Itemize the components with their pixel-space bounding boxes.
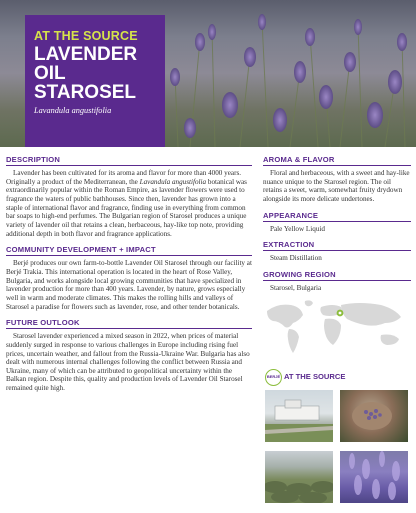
description-text-part: Lavender has been cultivated for its aroma and flavor for more than 4000 years. Originally a product of the Mediterranean, the (6, 169, 242, 186)
botanical-name: Lavandula angustifolia (139, 177, 207, 186)
title-line: OIL (34, 63, 66, 84)
source-heading: AT THE SOURCE (284, 371, 346, 381)
extraction-value: Steam Distillation (270, 254, 322, 263)
region-heading: GROWING REGION (263, 270, 411, 281)
lavender-in-hands-photo (340, 390, 408, 442)
appearance-value: Pale Yellow Liquid (270, 224, 325, 233)
title-line: STAROSEL (34, 82, 137, 103)
latin-name: Lavandula angustifolia (34, 106, 112, 115)
world-map (263, 297, 411, 355)
hero-banner (0, 0, 416, 147)
appearance-heading: APPEARANCE (263, 211, 411, 222)
left-column (6, 155, 252, 393)
outlook-text: Starosel lavender experienced a mixed season in 2022, when prices of material suddenly surged in response to various challenges in Europe including rising fuel prices, uncertain weather, and fallout from the Russia-Ukraine War. Bulgaria has also dealt with numerous internal challenges following the conflict between Russia and Ukraine, many of which can be attributed to geopolitical uncertainty within the Balkan region. Despite this, quality and production levels of Lavender Oil Starosel remained quite high. (6, 332, 250, 393)
lavender-rows-photo (265, 451, 333, 503)
lavender-closeup-photo (340, 451, 408, 503)
community-text: Berjé produces our own farm-to-bottle Lavender Oil Starosel through our facility at Berjé Trakia. This international operation is located in the heart of Rose Valley, Bulgaria, and works alongside local growing communities that have specialized in lavender production for more than 400 years. Lavender, by nature, grows especially well in warm and moderate climates. This makes the rolling hills and valleys of Starosel a paradise for flowers such as lavender, rose, and other tender botanicals. (6, 259, 252, 311)
product-title (34, 45, 157, 102)
title-panel (25, 15, 165, 147)
right-column (263, 155, 411, 388)
description-text-part: botanical was extraordinarily popular within the Roman Empire, as lavender flowers were used to fragrance the waters of public bathhouses. Since then, lavender has grown into a staple of international flavor and fragrance, finding use in everything from common bar soaps to high-end perfumes. The Bulgarian region of Starosel produces a unique variety of lavender oil that retains a clean, herbaceous, hay-like top note, providing additional depth in both flavor and fragrance applications. (6, 177, 247, 238)
at-the-source-header (263, 372, 411, 388)
eyebrow-label: AT THE SOURCE (34, 29, 138, 43)
title-line: LAVENDER (34, 44, 138, 65)
facility-photo (265, 390, 333, 442)
description-text (6, 169, 252, 238)
description-heading: DESCRIPTION (6, 155, 252, 166)
aroma-heading: AROMA & FLAVOR (263, 155, 411, 166)
community-heading: COMMUNITY DEVELOPMENT + IMPACT (6, 245, 252, 256)
berje-badge-icon (265, 369, 282, 386)
aroma-text: Floral and herbaceous, with a sweet and hay-like nuance unique to the Starosel region. The oil retains a sweet, warm, somewhat fruity drydown alongside its more delicate undertones. (263, 169, 410, 203)
extraction-heading: EXTRACTION (263, 240, 411, 251)
badge-text: BERJÉ (266, 373, 281, 379)
outlook-heading: FUTURE OUTLOOK (6, 318, 252, 329)
region-value: Starosel, Bulgaria (270, 283, 322, 292)
